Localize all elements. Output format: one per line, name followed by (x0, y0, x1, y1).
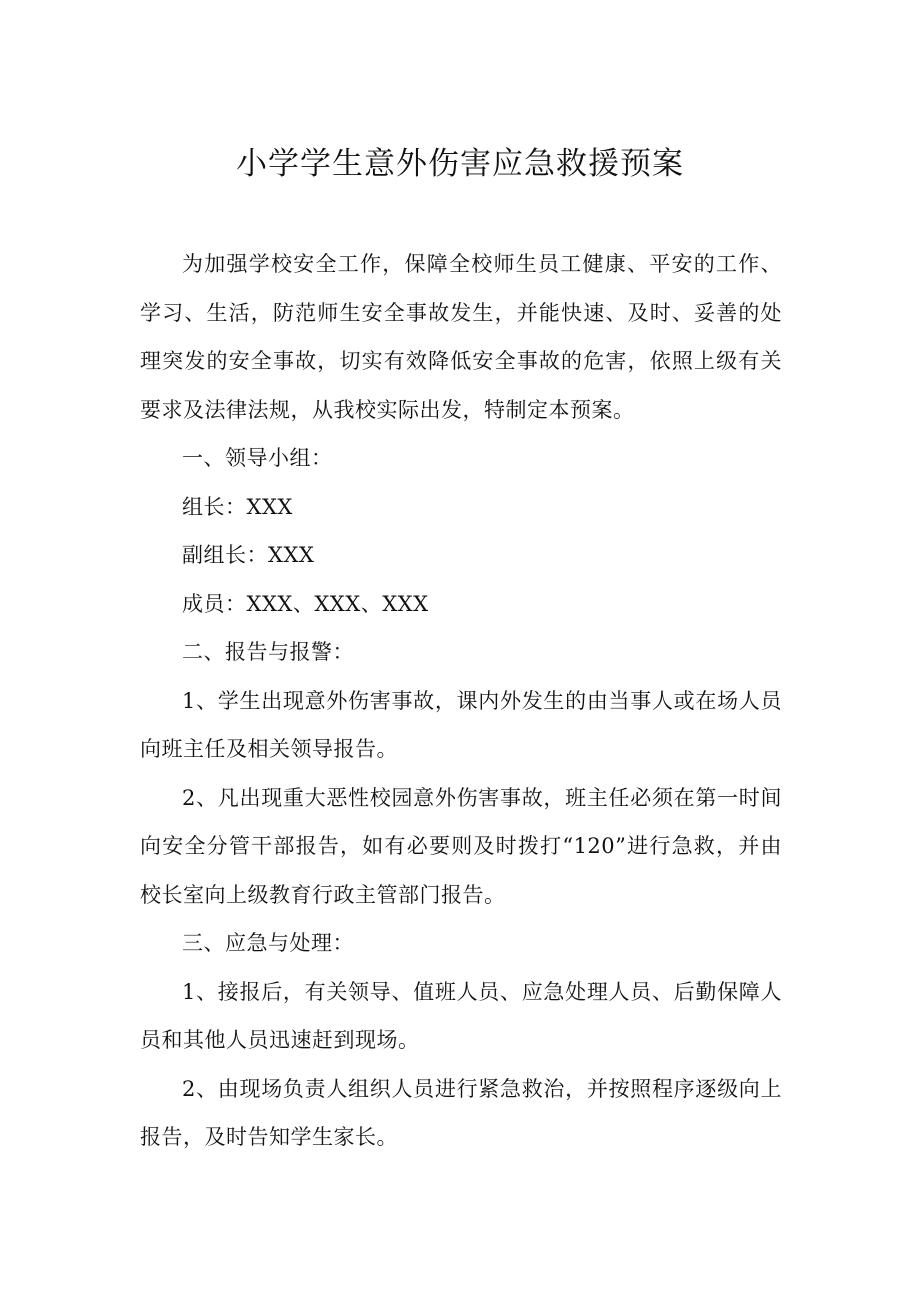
section-heading-response: 三、应急与处理： (182, 931, 354, 955)
intro-paragraph: 为加强学校安全工作，保障全校师生员工健康、平安的工作、学习、生活，防范师生安全事故发生，并能快速、及时、妥善的处理突发的安全事故，切实有效降低安全事故的危害，依照上级有关要求及法律法规，从我校实际出发，特制定本预案。 (140, 252, 782, 422)
section-heading-leadership: 一、领导小组： (182, 446, 333, 470)
members-line: 成员：XXX、XXX、XXX (182, 591, 429, 616)
document-title: 小学学生意外伤害应急救援预案 (236, 146, 684, 182)
document-body (140, 240, 782, 1162)
response-item-2: 2、由现场负责人组织人员进行紧急救治，并按照程序逐级向上报告，及时告知学生家长。 (140, 1076, 782, 1149)
report-item-2: 2、凡出现重大恶性校园意外伤害事故，班主任必须在第一时间向安全分管干部报告，如有必要则及时拨打“120”进行急救，并由校长室向上级教育行政主管部门报告。 (140, 785, 782, 907)
leader-line: 组长：XXX (182, 494, 293, 519)
report-item-1: 1、学生出现意外伤害事故，课内外发生的由当事人或在场人员向班主任及相关领导报告。 (140, 688, 782, 761)
response-item-1: 1、接报后，有关领导、值班人员、应急处理人员、后勤保障人员和其他人员迅速赶到现场。 (140, 979, 782, 1052)
section-heading-report: 二、报告与报警： (182, 640, 354, 664)
deputy-leader-line: 副组长：XXX (182, 543, 315, 567)
